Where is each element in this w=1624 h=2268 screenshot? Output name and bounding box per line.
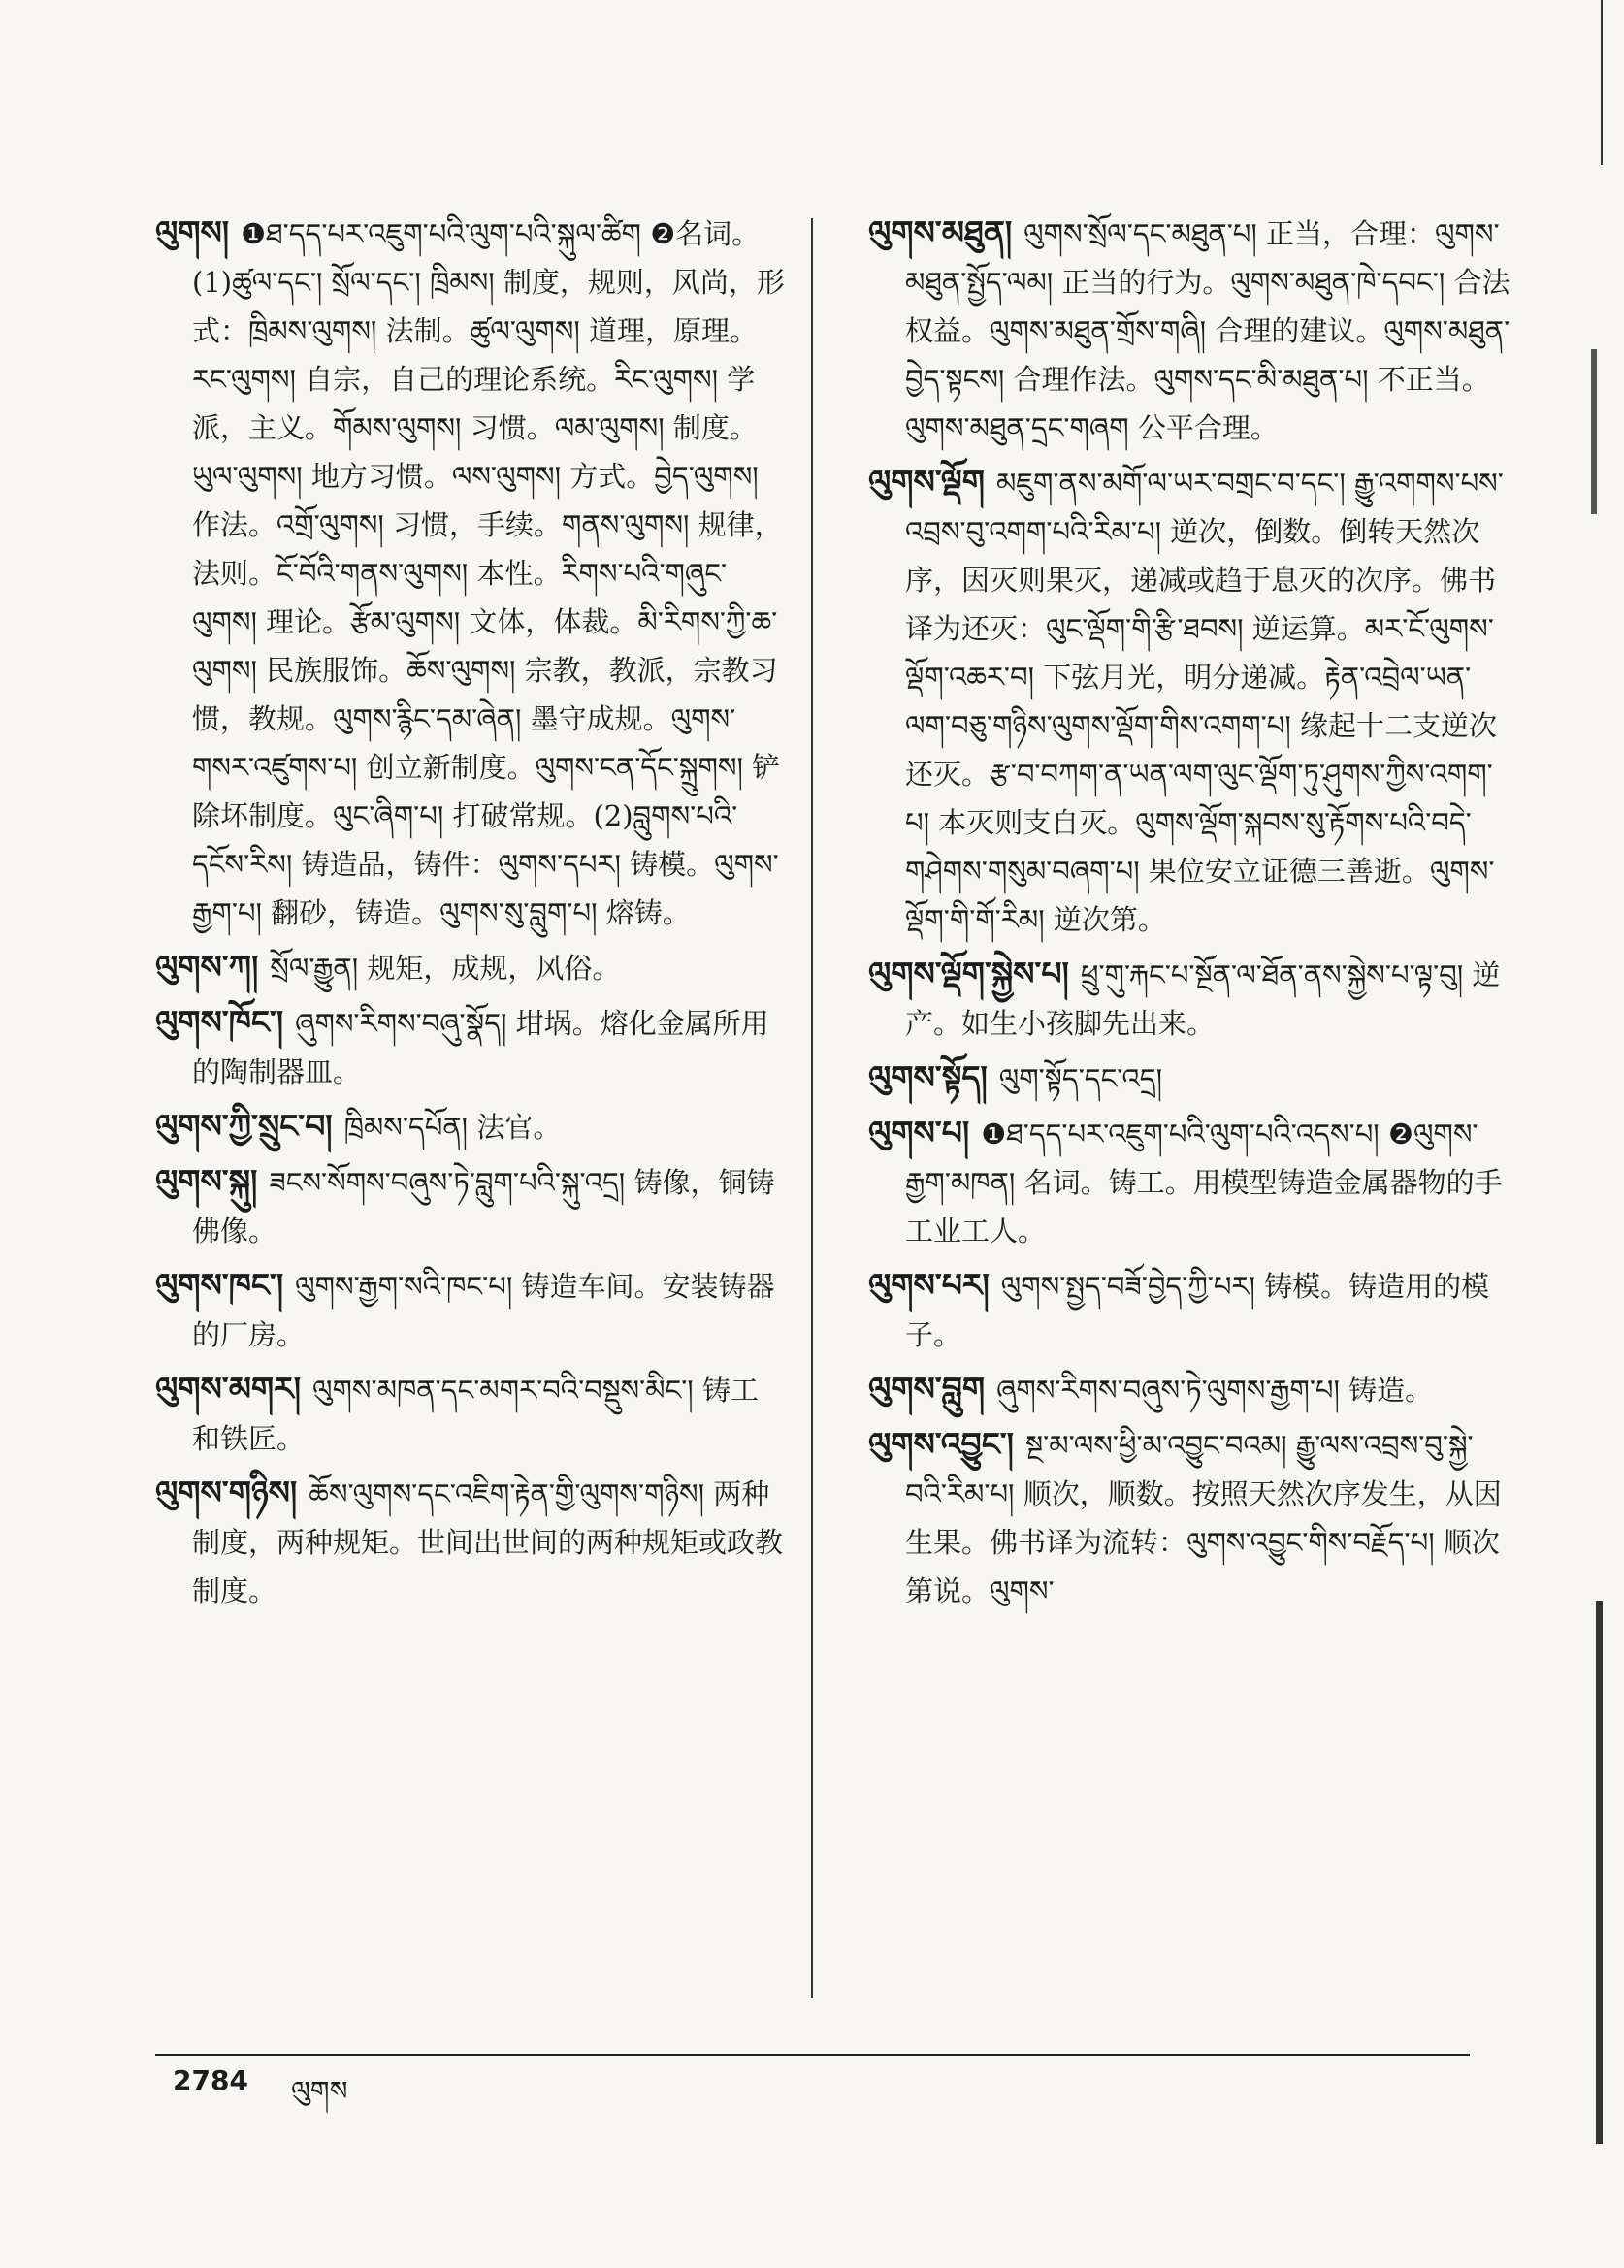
- entry-definition: ❶ཐ་དད་པར་འཇུག་པའི་ལུག་པའི་སྐུལ་ཚིག ❷名词。(1)ཚུལ་དང་། སྲོལ་དང་། ཁྲིམས། 制度，规则，风尚，形式：ཁྲིམས་ལུགས། 法制。ཚུལ་ལུགས། 道理，原理。རང་ལུགས། 自宗，自己的理论系统。རིང་ལུགས། 学派，主义。གོམས་ལུགས། 习惯。ལམ་ལུགས། 制度。ཡུལ་ལུགས། 地方习惯。ལས་ལུགས། 方式。བྱེད་ལུགས། 作法。འགྲོ་ལུགས། 习惯，手续。གནས་ལུགས། 规律，法则。ངོ་བོའི་གནས་ལུགས། 本性。རིགས་པའི་གཞུང་ལུགས། 理论。རྩོམ་ལུགས། 文体，体裁。མི་རིགས་ཀྱི་ཆ་ལུགས། 民族服饰。ཆོས་ལུགས། 宗教，教派，宗教习惯，教规。ལུགས་རྙིང་དམ་ཞེན། 墨守成规。ལུགས་གསར་འཛུགས་པ། 创立新制度。ལུགས་ངན་དོང་སྐྲུགས། 铲除坏制度。ལུང་ཞིག་པ། 打破常规。(2)བླུགས་པའི་དངོས་རིས། 铸造品，铸件：ལུགས་དཔར། 铸模。ལུགས་རྒྱག་པ། 翻砂，铸造。ལུགས་སུ་བླུག་པ། 熔铸。: [192, 217, 785, 929]
- dictionary-entry: [868, 458, 1513, 944]
- entry-definition: ཕྲུ་གུ་རྐང་པ་སྔོན་ལ་ཐོན་ནས་སྐྱེས་པ་ལྟ་བུ། 逆产。如生小孩脚先出来。: [905, 958, 1501, 1040]
- dictionary-entry: [868, 1261, 1513, 1359]
- entry-definition: ཞུགས་རིགས་བཞུ་སྣོད། 坩埚。熔化金属所用的陶制器皿。: [192, 1007, 769, 1088]
- dictionary-entry: [155, 1261, 786, 1359]
- entry-definition: མཇུག་ནས་མགོ་ལ་ཡར་བགྲང་བ་དང་། རྒྱུ་འགགས་པས་འབྲས་བུ་འགག་པའི་རིམ་པ། 逆次，倒数。倒转天然次序，因灭则果灭，递减或趋于息灭的次序。佛书译为还灭：ལུང་ལྡོག་གི་རྩི་ཐབས། 逆运算。མར་ངོ་ལུགས་ལྡོག་འཆར་བ། 下弦月光，明分递减。རྟེན་འབྲེལ་ཡན་ལག་བཅུ་གཉིས་ལུགས་ལྡོག་གིས་འགག་པ། 缘起十二支逆次还灭。རྩ་བ་བཀག་ན་ཡན་ལག་ལུང་ལྡོག་ཏུ་ཤུགས་ཀྱིས་འགག་པ། 本灭则支自灭。ལུགས་ལྡོག་སྐབས་སུ་རྟོགས་པའི་བདེ་གཤེགས་གསུམ་བཞག་པ། 果位安立证德三善逝。ལུགས་ལྡོག་གི་གོ་རིམ། 逆次第。: [905, 467, 1504, 936]
- entry-headword: ལུགས་པ།: [868, 1114, 970, 1151]
- dictionary-entry: [155, 943, 786, 992]
- scan-edge-mark: [1596, 1601, 1603, 2144]
- entry-headword: ལུགས་སྟོད།: [868, 1058, 988, 1096]
- dictionary-entry: [868, 209, 1513, 452]
- entry-definition: ཞུགས་རིགས་བཞུས་ཏེ་ལུགས་རྒྱག་པ། 铸造。: [996, 1374, 1434, 1407]
- dictionary-entry: [868, 1109, 1513, 1255]
- entry-headword: ལུགས་ལྡོག: [868, 463, 985, 501]
- entry-definition: ལུགས་སྲོལ་དང་མཐུན་པ། 正当，合理：ལུགས་མཐུན་སྤྱོད་ལམ། 正当的行为。ལུགས་མཐུན་ཁེ་དབང་། 合法权益。ལུགས་མཐུན་གྲོས་གཞི། 合理的建议。ལུགས་མཐུན་བྱེད་སྟངས། 合理作法。ལུགས་དང་མི་མཐུན་པ། 不正当。ལུགས་མཐུན་དྲང་གཞག 公平合理。: [905, 217, 1510, 444]
- page-number: 2784: [173, 2064, 248, 2096]
- dictionary-entry: [868, 1365, 1513, 1414]
- entry-headword: ལུགས་བླུག: [868, 1370, 986, 1408]
- entry-headword: ལུགས་ཁང་།: [155, 1266, 284, 1304]
- entry-headword: ལུགས་ལྡོག་སྐྱེས་པ།: [868, 955, 1069, 992]
- entry-headword: ལུགས་མགར།: [155, 1370, 302, 1408]
- entry-definition: ཁྲིམས་དཔོན། 法官。: [343, 1111, 562, 1144]
- entry-headword: ལུགས།: [155, 213, 230, 251]
- running-head: ལུགས: [291, 2075, 348, 2107]
- entry-headword: ལུགས་འབྱུང་།: [868, 1425, 1014, 1463]
- right-column: [868, 209, 1513, 1621]
- entry-definition: ཆོས་ལུགས་དང་འཇིག་རྟེན་གྱི་ལུགས་གཉིས། 两种制度，两种规矩。世间出世间的两种规矩或政教制度。: [192, 1477, 784, 1607]
- entry-headword: ལུགས་མཐུན།: [868, 213, 1013, 251]
- entry-definition: སྲོལ་རྒྱུན། 规矩，成规，风俗。: [270, 952, 621, 985]
- scan-edge-mark: [1591, 349, 1597, 514]
- entry-headword: ལུགས་ཀྱི་སྲུང་བ།: [155, 1107, 333, 1145]
- scan-edge-mark: [1601, 0, 1603, 165]
- dictionary-entry: [868, 1420, 1513, 1615]
- entry-definition: ལུགས་སྤྱད་བཟོ་བྱེད་ཀྱི་པར། 铸模。铸造用的模子。: [905, 1270, 1490, 1351]
- dictionary-entry: [155, 209, 786, 937]
- entry-definition: ལུགས་མཁན་དང་མགར་བའི་བསྡུས་མིང་། 铸工和铁匠。: [192, 1374, 759, 1455]
- dictionary-entry: [155, 1102, 786, 1151]
- dictionary-entry: [155, 1157, 786, 1255]
- dictionary-entry: [868, 950, 1513, 1048]
- dictionary-entry: [868, 1053, 1513, 1103]
- entry-definition: ཟངས་སོགས་བཞུས་ཏེ་བླུག་པའི་སྐུ་འདྲ། 铸像，铜铸佛像。: [192, 1166, 775, 1247]
- entry-headword: ལུགས་སྐུ།: [155, 1162, 258, 1200]
- footer-rule: [155, 2054, 1470, 2056]
- entry-headword: ལུགས་གཉིས།: [155, 1474, 298, 1511]
- entry-definition: ལུགས་རྒྱག་སའི་ཁང་པ། 铸造车间。安装铸器的厂房。: [192, 1270, 775, 1351]
- entry-definition: ❶ཐ་དད་པར་འཇུག་པའི་ལུག་པའི་འདས་པ། ❷ལུགས་རྒྱག་མཁན། 名词。铸工。用模型铸造金属器物的手工业工人。: [905, 1118, 1503, 1247]
- dictionary-entry: [155, 998, 786, 1096]
- column-divider: [811, 218, 813, 1998]
- entry-definition: སྔ་མ་ལས་ཕྱི་མ་འབྱུང་བའམ། རྒྱུ་ལས་འབྲས་བུ་སྐྱེ་བའི་རིམ་པ། 顺次，顺数。按照天然次序发生，从因生果。佛书译为流转：ལུགས་འབྱུང་གིས་བརྗོད་པ། 顺次第说。ལུགས་: [905, 1429, 1502, 1607]
- dictionary-entry: [155, 1469, 786, 1615]
- dictionary-entry: [155, 1365, 786, 1463]
- entry-headword: ལུགས་ཀ།: [155, 948, 259, 986]
- entry-headword: ལུགས་ཁོང་།: [155, 1003, 284, 1041]
- entry-headword: ལུགས་པར།: [868, 1266, 990, 1304]
- entry-definition: ལུག་སྟོད་དང་འདྲ།: [998, 1062, 1163, 1095]
- left-column: [155, 209, 786, 1621]
